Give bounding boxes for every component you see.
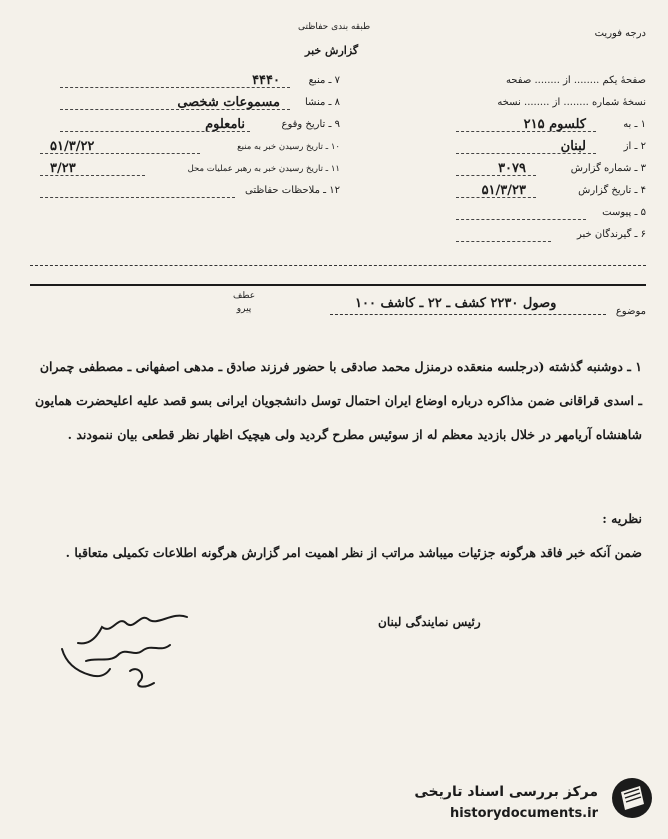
- right-fields: [346, 70, 646, 246]
- field-label: نسخهٔ شماره ........ از ........ نسخه: [497, 97, 646, 108]
- field-label: ۹ ـ تاریخ وقوع: [281, 119, 340, 130]
- left-fields: [40, 70, 340, 202]
- field-value: ۳۰۷۹: [498, 161, 526, 176]
- field-row: [346, 158, 646, 180]
- field-row: [40, 114, 340, 136]
- divider: [30, 284, 646, 286]
- field-row: [40, 180, 340, 202]
- field-row: [346, 136, 646, 158]
- nazariyeh-text: ضمن آنکه خبر فاقد هرگونه جزئیات میباشد مراتب از نظر اهمیت امر گزارش هرگونه اطلاعات تکمیلی متعاقبا .: [65, 545, 642, 560]
- field-label: ۱۲ ـ ملاحظات حفاظتی: [245, 185, 340, 196]
- signer-title: رئیس نمایندگی لبنان: [378, 615, 481, 629]
- report-paragraph: ۱ ـ دوشنبه گذشته (درجلسه منعقده درمنزل محمد صادقی با حضور فرزند صادق ـ مدهی اصفهانی ـ مصطفی چمران ـ اسدی قراقانی ضمن مذاکره درباره اوضاع ایران احتمال توسل دانشجویان ایرانی بسو قصد علیه اعلیحضرت همایون شاهنشاه آریامهر در خلال بازدید معظم له از سوئیس مطرح گردید ولی هیچیک اظهار نظر قطعی بیان ننمودند .: [34, 359, 642, 442]
- field-value: لبنان: [560, 139, 586, 154]
- document-type: گزارش خبر: [305, 44, 359, 57]
- field-label: ۱۱ ـ تاریخ رسیدن خبر به رهبر عملیات محل: [187, 164, 340, 174]
- archive-title: مرکز بررسی اسناد تاریخی: [414, 784, 598, 800]
- field-row: [346, 92, 646, 114]
- field-row: [40, 92, 340, 114]
- field-value: ۳/۲۳: [50, 161, 76, 176]
- field-value: ۵۱/۳/۲۲: [50, 139, 95, 154]
- field-label: صفحهٔ یکم ........ از ........ صفحه: [505, 75, 646, 86]
- field-row: [40, 136, 340, 158]
- field-label: ۴ ـ تاریخ گزارش: [578, 185, 646, 196]
- divider: [330, 314, 606, 315]
- attn-label: پیرو: [236, 304, 252, 314]
- field-value: ۵۱/۳/۲۳: [481, 183, 526, 198]
- field-label: ۸ ـ منشا: [304, 97, 340, 108]
- field-value: نامعلوم: [205, 117, 245, 132]
- field-value: مسموعات شخصی: [177, 95, 280, 110]
- subject-label: موضوع: [615, 306, 646, 317]
- field-row: [346, 114, 646, 136]
- field-row: [346, 180, 646, 202]
- nazariyeh-label: نظریه :: [602, 511, 642, 526]
- field-label: ۱ ـ به: [623, 119, 646, 130]
- field-value: کلسوم ۲۱۵: [523, 117, 586, 132]
- divider: [30, 265, 646, 266]
- archive-logo-icon: [610, 776, 654, 820]
- classification-label: طبقه بندی حفاظتی: [298, 22, 371, 32]
- field-row: [40, 158, 340, 180]
- subject-value: وصول ۲۲۳۰ کشف ـ ۲۲ ـ کاشف ۱۰۰: [355, 296, 557, 311]
- field-label: ۶ ـ گیرندگان خبر: [576, 229, 646, 240]
- field-value: ۴۴۴۰: [252, 73, 280, 88]
- handwritten-signature: [52, 605, 192, 695]
- field-row: [346, 202, 646, 224]
- archive-url: historydocuments.ir: [449, 806, 598, 821]
- field-label: ۱۰ ـ تاریخ رسیدن خبر به منبع: [237, 142, 340, 152]
- field-row: [346, 224, 646, 246]
- field-row: [40, 70, 340, 92]
- field-label: ۲ ـ از: [623, 141, 646, 152]
- attn-label: عطف: [233, 291, 256, 301]
- field-label: ۷ ـ منبع: [308, 75, 340, 86]
- field-label: ۳ ـ شماره گزارش: [570, 163, 646, 174]
- field-label: ۵ ـ پیوست: [602, 207, 646, 218]
- reference-box: [233, 290, 255, 316]
- field-row: [346, 70, 646, 92]
- urgency-label: درجه فوریت: [594, 28, 646, 39]
